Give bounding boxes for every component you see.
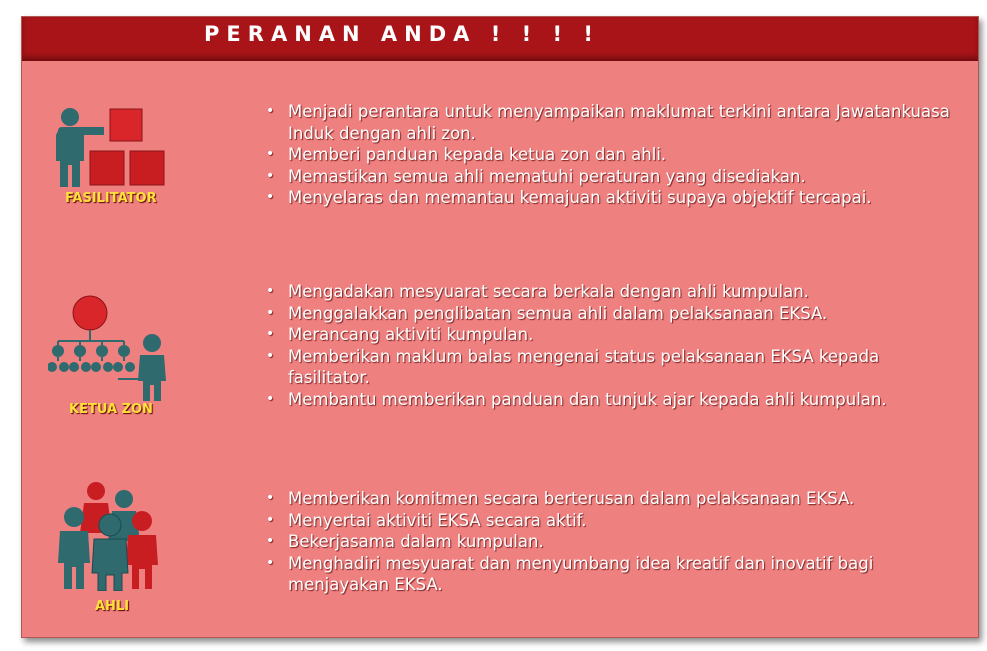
- zone-leader-icon: [48, 293, 178, 403]
- list-item: • Mengadakan mesyuarat secara berkala dengan ahli kumpulan.: [266, 281, 966, 303]
- list-item: • Memastikan semua ahli mematuhi peraturan yang disediakan.: [266, 166, 956, 188]
- list-item: • Bekerjasama dalam kumpulan.: [266, 531, 906, 553]
- list-item: • Merancang aktiviti kumpulan.: [266, 324, 966, 346]
- role-label-ahli: AHLI: [95, 599, 130, 614]
- list-item: • Memberi panduan kepada ketua zon dan ahli.: [266, 144, 956, 166]
- list-item: • Menjadi perantara untuk menyampaikan maklumat terkini antara Jawatankuasa Induk dengan ahli zon.: [266, 101, 956, 144]
- list-item: • Memberikan maklum balas mengenai status pelaksanaan EKSA kepada fasilitator.: [266, 346, 966, 389]
- page-title: PERANAN ANDA ! ! ! !: [204, 22, 600, 46]
- ahli-points: [266, 488, 906, 596]
- ketua-zon-points: [266, 281, 966, 410]
- list-item: • Membantu memberikan panduan dan tunjuk ajar kepada ahli kumpulan.: [266, 389, 966, 411]
- list-item: • Memberikan komitmen secara berterusan dalam pelaksanaan EKSA.: [266, 488, 906, 510]
- list-item: • Menghadiri mesyuarat dan menyumbang idea kreatif dan inovatif bagi menjayakan EKSA.: [266, 553, 906, 596]
- roles-panel: [21, 16, 979, 638]
- fasilitator-points: [266, 101, 956, 209]
- role-label-ketua-zon: KETUA ZON: [69, 402, 153, 417]
- role-label-fasilitator: FASILITATOR: [65, 191, 157, 206]
- title-bar: [22, 17, 978, 61]
- list-item: • Menyertai aktiviti EKSA secara aktif.: [266, 510, 906, 532]
- list-item: • Menyelaras dan memantau kemajuan aktiviti supaya objektif tercapai.: [266, 187, 956, 209]
- facilitator-icon: [52, 107, 172, 193]
- members-icon: [58, 481, 168, 591]
- list-item: • Menggalakkan penglibatan semua ahli dalam pelaksanaan EKSA.: [266, 303, 966, 325]
